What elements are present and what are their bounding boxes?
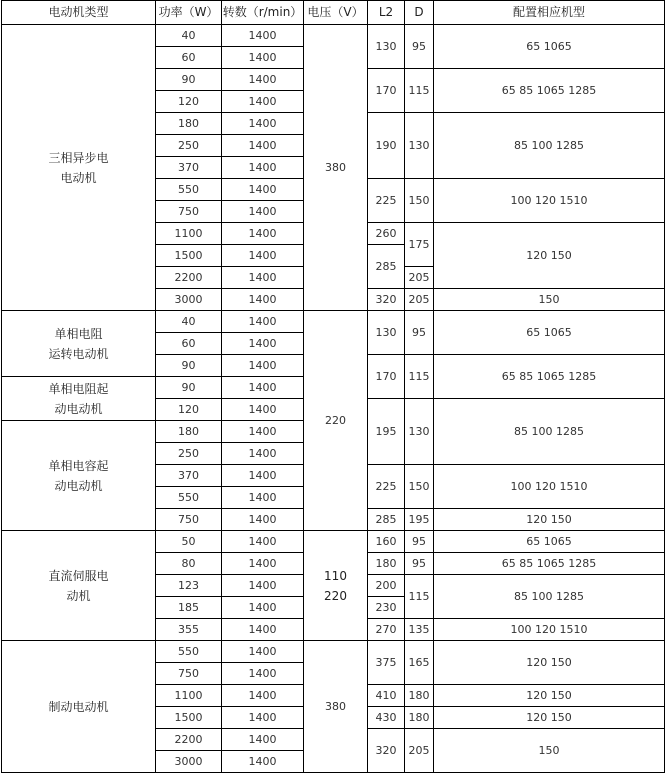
model-cell: 65 85 1065 1285 [434, 553, 665, 575]
speed-cell: 1400 [222, 553, 304, 575]
power-cell: 250 [156, 443, 222, 465]
power-cell: 750 [156, 509, 222, 531]
table-row [2, 531, 665, 553]
model-cell: 85 100 1285 [434, 399, 665, 465]
power-cell: 180 [156, 113, 222, 135]
voltage-cell: 380 [304, 25, 368, 311]
power-cell: 80 [156, 553, 222, 575]
power-cell: 40 [156, 311, 222, 333]
l2-cell: 180 [368, 553, 405, 575]
power-cell: 120 [156, 91, 222, 113]
power-cell: 1500 [156, 707, 222, 729]
power-cell: 2200 [156, 267, 222, 289]
motor-type-line: 运转电动机 [48, 346, 109, 361]
power-cell: 180 [156, 421, 222, 443]
power-cell: 750 [156, 663, 222, 685]
speed-cell: 1400 [222, 69, 304, 91]
speed-cell: 1400 [222, 619, 304, 641]
speed-cell: 1400 [222, 443, 304, 465]
l2-cell: 200 [368, 575, 405, 597]
motor-type-line: 动电动机 [54, 478, 103, 493]
l2-cell: 285 [368, 245, 405, 289]
motor-type-line: 制动电动机 [48, 699, 109, 714]
l2-cell: 160 [368, 531, 405, 553]
model-cell: 100 120 1510 [434, 619, 665, 641]
speed-cell: 1400 [222, 201, 304, 223]
header-power: 功率（W） [156, 1, 222, 25]
l2-cell: 195 [368, 399, 405, 465]
power-cell: 750 [156, 201, 222, 223]
header-d: D [405, 1, 434, 25]
model-cell: 65 85 1065 1285 [434, 355, 665, 399]
model-cell: 150 [434, 289, 665, 311]
header-voltage: 电压（V） [304, 1, 368, 25]
power-cell: 370 [156, 157, 222, 179]
motor-spec-table [1, 0, 665, 773]
table-row [2, 25, 665, 47]
power-cell: 123 [156, 575, 222, 597]
model-cell: 120 150 [434, 641, 665, 685]
power-cell: 60 [156, 333, 222, 355]
speed-cell: 1400 [222, 663, 304, 685]
d-cell: 180 [405, 685, 434, 707]
d-cell: 165 [405, 641, 434, 685]
motor-type-cell-dc-servo [2, 531, 156, 641]
motor-type-cell-capacitor-start [2, 421, 156, 531]
d-cell: 115 [405, 69, 434, 113]
model-cell: 65 1065 [434, 531, 665, 553]
speed-cell: 1400 [222, 421, 304, 443]
l2-cell: 190 [368, 113, 405, 179]
speed-cell: 1400 [222, 91, 304, 113]
speed-cell: 1400 [222, 289, 304, 311]
model-cell: 120 150 [434, 223, 665, 289]
l2-cell: 225 [368, 465, 405, 509]
speed-cell: 1400 [222, 487, 304, 509]
speed-cell: 1400 [222, 707, 304, 729]
model-cell: 120 150 [434, 685, 665, 707]
d-cell: 95 [405, 531, 434, 553]
header-row [2, 1, 665, 25]
speed-cell: 1400 [222, 751, 304, 773]
speed-cell: 1400 [222, 333, 304, 355]
l2-cell: 130 [368, 311, 405, 355]
d-cell: 195 [405, 509, 434, 531]
l2-cell: 320 [368, 729, 405, 773]
d-cell: 205 [405, 289, 434, 311]
speed-cell: 1400 [222, 355, 304, 377]
speed-cell: 1400 [222, 575, 304, 597]
model-cell: 120 150 [434, 707, 665, 729]
header-model: 配置相应机型 [434, 1, 665, 25]
motor-type-line: 直流伺服电 [48, 568, 109, 583]
power-cell: 1100 [156, 685, 222, 707]
speed-cell: 1400 [222, 399, 304, 421]
d-cell: 150 [405, 465, 434, 509]
d-cell: 175 [405, 223, 434, 267]
motor-type-line: 单相电阻起 [48, 381, 109, 396]
power-cell: 185 [156, 597, 222, 619]
model-cell: 120 150 [434, 509, 665, 531]
power-cell: 550 [156, 179, 222, 201]
power-cell: 1500 [156, 245, 222, 267]
table-row [2, 641, 665, 663]
d-cell: 180 [405, 707, 434, 729]
speed-cell: 1400 [222, 311, 304, 333]
l2-cell: 410 [368, 685, 405, 707]
speed-cell: 1400 [222, 531, 304, 553]
d-cell: 130 [405, 399, 434, 465]
speed-cell: 1400 [222, 641, 304, 663]
l2-cell: 225 [368, 179, 405, 223]
voltage-cell: 380 [304, 641, 368, 773]
model-cell: 85 100 1285 [434, 575, 665, 619]
power-cell: 250 [156, 135, 222, 157]
d-cell: 115 [405, 355, 434, 399]
table-row [2, 311, 665, 333]
speed-cell: 1400 [222, 377, 304, 399]
l2-cell: 375 [368, 641, 405, 685]
speed-cell: 1400 [222, 509, 304, 531]
speed-cell: 1400 [222, 729, 304, 751]
power-cell: 40 [156, 25, 222, 47]
d-cell: 135 [405, 619, 434, 641]
speed-cell: 1400 [222, 267, 304, 289]
power-cell: 3000 [156, 289, 222, 311]
model-cell: 65 85 1065 1285 [434, 69, 665, 113]
motor-type-line: 动机 [66, 588, 91, 603]
l2-cell: 130 [368, 25, 405, 69]
voltage-cell [304, 531, 368, 641]
speed-cell: 1400 [222, 685, 304, 707]
power-cell: 1100 [156, 223, 222, 245]
d-cell: 130 [405, 113, 434, 179]
power-cell: 90 [156, 69, 222, 91]
power-cell: 370 [156, 465, 222, 487]
d-cell: 205 [405, 267, 434, 289]
l2-cell: 170 [368, 69, 405, 113]
motor-type-cell-brake [2, 641, 156, 773]
speed-cell: 1400 [222, 113, 304, 135]
motor-type-line: 单相电容起 [48, 458, 109, 473]
motor-type-line: 动电动机 [54, 401, 103, 416]
d-cell: 95 [405, 25, 434, 69]
power-cell: 2200 [156, 729, 222, 751]
header-motor-type: 电动机类型 [2, 1, 156, 25]
motor-type-cell-resistance-run [2, 311, 156, 377]
d-cell: 150 [405, 179, 434, 223]
speed-cell: 1400 [222, 465, 304, 487]
model-cell: 100 120 1510 [434, 465, 665, 509]
power-cell: 90 [156, 355, 222, 377]
power-cell: 3000 [156, 751, 222, 773]
l2-cell: 430 [368, 707, 405, 729]
l2-cell: 260 [368, 223, 405, 245]
model-cell: 150 [434, 729, 665, 773]
motor-type-line: 单相电阻 [54, 326, 103, 341]
voltage-line: 110 [324, 568, 347, 583]
model-cell: 65 1065 [434, 25, 665, 69]
motor-type-cell-three-phase [2, 25, 156, 311]
l2-cell: 230 [368, 597, 405, 619]
d-cell: 115 [405, 575, 434, 619]
voltage-line: 220 [324, 588, 347, 603]
power-cell: 120 [156, 399, 222, 421]
l2-cell: 285 [368, 509, 405, 531]
d-cell: 205 [405, 729, 434, 773]
power-cell: 90 [156, 377, 222, 399]
speed-cell: 1400 [222, 223, 304, 245]
speed-cell: 1400 [222, 157, 304, 179]
motor-type-line: 三相异步电 [48, 150, 109, 165]
speed-cell: 1400 [222, 135, 304, 157]
model-cell: 85 100 1285 [434, 113, 665, 179]
model-cell: 65 1065 [434, 311, 665, 355]
model-cell: 100 120 1510 [434, 179, 665, 223]
d-cell: 95 [405, 553, 434, 575]
power-cell: 50 [156, 531, 222, 553]
header-speed: 转数（r/min） [222, 1, 304, 25]
speed-cell: 1400 [222, 47, 304, 69]
l2-cell: 170 [368, 355, 405, 399]
power-cell: 550 [156, 487, 222, 509]
d-cell: 95 [405, 311, 434, 355]
motor-type-line: 电动机 [60, 170, 97, 185]
l2-cell: 320 [368, 289, 405, 311]
l2-cell: 270 [368, 619, 405, 641]
power-cell: 550 [156, 641, 222, 663]
motor-type-cell-resistance-start [2, 377, 156, 421]
speed-cell: 1400 [222, 597, 304, 619]
speed-cell: 1400 [222, 245, 304, 267]
speed-cell: 1400 [222, 25, 304, 47]
header-l2: L2 [368, 1, 405, 25]
speed-cell: 1400 [222, 179, 304, 201]
power-cell: 355 [156, 619, 222, 641]
voltage-cell: 220 [304, 311, 368, 531]
power-cell: 60 [156, 47, 222, 69]
